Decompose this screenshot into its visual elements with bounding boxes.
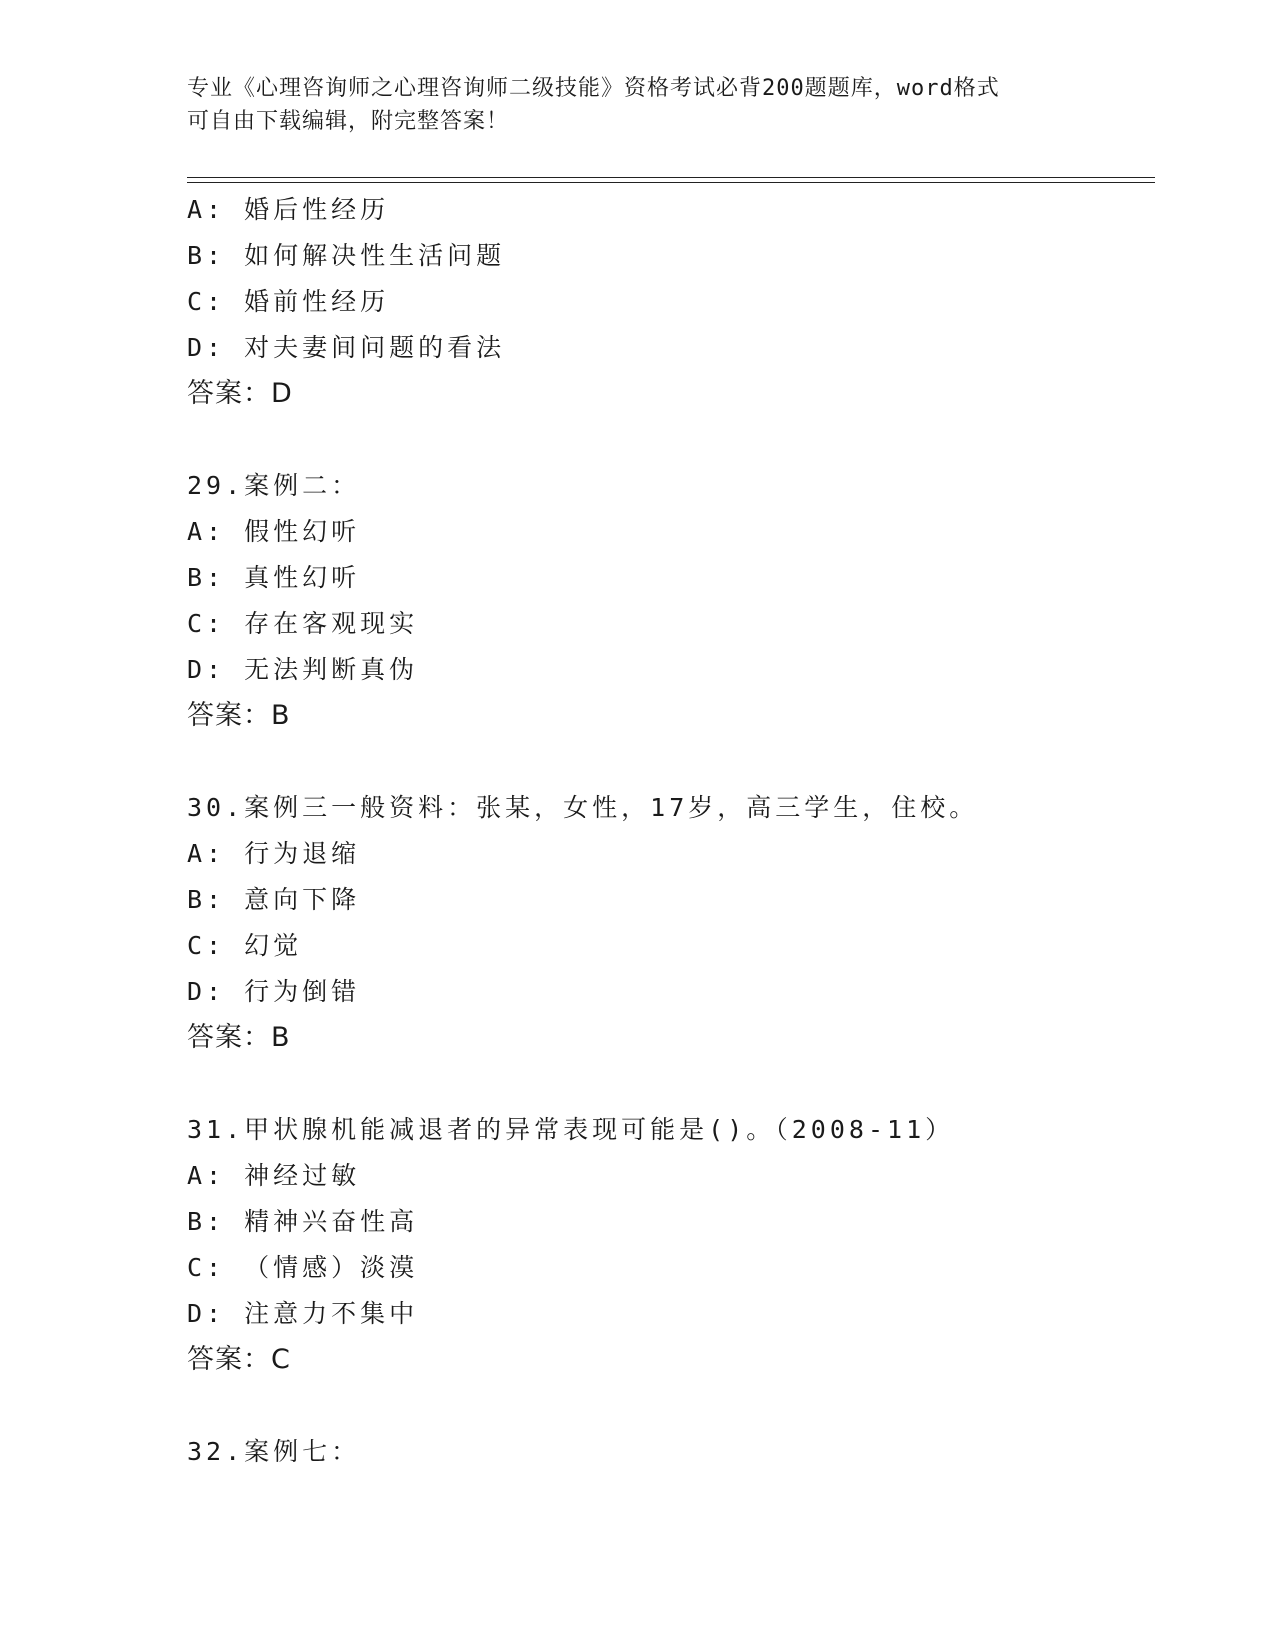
option-d: D: 无法判断真伪 — [187, 655, 419, 684]
question-title: 31.甲状腺机能减退者的异常表现可能是()。（2008-11） — [187, 1115, 955, 1144]
option-b: B: 意向下降 — [187, 885, 361, 914]
spacer — [187, 739, 1147, 785]
spacer — [187, 1383, 1147, 1429]
question-30 — [187, 785, 1147, 1061]
answer: 答案：D — [187, 378, 293, 409]
option-a: A: 婚后性经历 — [187, 195, 390, 224]
option-c: C: 婚前性经历 — [187, 287, 390, 316]
header-divider-top — [187, 177, 1155, 178]
option-d: D: 行为倒错 — [187, 977, 361, 1006]
option-c: C: （情感）淡漠 — [187, 1253, 419, 1282]
question-31 — [187, 1107, 1147, 1383]
question-title: 32.案例七： — [187, 1437, 361, 1466]
option-d: D: 对夫妻间问题的看法 — [187, 333, 506, 362]
option-a: A: 假性幻听 — [187, 517, 361, 546]
question-29 — [187, 463, 1147, 739]
option-b: B: 精神兴奋性高 — [187, 1207, 419, 1236]
option-c: C: 存在客观现实 — [187, 609, 419, 638]
option-a: A: 神经过敏 — [187, 1161, 361, 1190]
answer: 答案：B — [187, 700, 291, 731]
header-line-2: 可自由下载编辑，附完整答案！ — [187, 109, 510, 134]
header-line-1: 专业《心理咨询师之心理咨询师二级技能》资格考试必背200题题库，word格式 — [187, 76, 1000, 101]
option-c: C: 幻觉 — [187, 931, 303, 960]
option-b: B: 如何解决性生活问题 — [187, 241, 506, 270]
spacer — [187, 1061, 1147, 1107]
spacer — [187, 417, 1147, 463]
question-title: 29.案例二： — [187, 471, 361, 500]
option-b: B: 真性幻听 — [187, 563, 361, 592]
header-divider-bottom — [187, 182, 1155, 183]
question-32 — [187, 1429, 1147, 1475]
question-list — [187, 187, 1147, 1475]
option-a: A: 行为退缩 — [187, 839, 361, 868]
document-header — [187, 72, 1087, 138]
answer: 答案：C — [187, 1344, 291, 1375]
question-title: 30.案例三一般资料：张某，女性，17岁，高三学生，住校。 — [187, 793, 979, 822]
question-28-continued — [187, 187, 1147, 417]
answer: 答案：B — [187, 1022, 291, 1053]
option-d: D: 注意力不集中 — [187, 1299, 419, 1328]
